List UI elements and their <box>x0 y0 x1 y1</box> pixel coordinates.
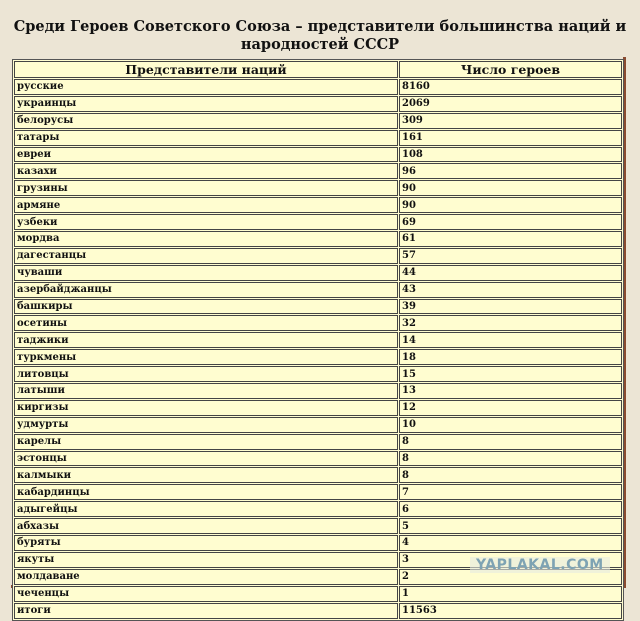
nation-cell: чуваши <box>14 265 398 281</box>
count-cell: 96 <box>399 163 622 179</box>
table-row <box>14 130 622 146</box>
table-row <box>14 265 622 281</box>
count-cell: 8160 <box>399 79 622 95</box>
count-cell: 1 <box>399 586 622 602</box>
table-row <box>14 248 622 264</box>
nation-cell: калмыки <box>14 467 398 483</box>
table-row <box>14 163 622 179</box>
count-cell: 14 <box>399 332 622 348</box>
nation-cell: адыгейцы <box>14 501 398 517</box>
count-cell: 90 <box>399 180 622 196</box>
count-cell: 4 <box>399 535 622 551</box>
nation-cell: якуты <box>14 552 398 568</box>
nation-cell: удмурты <box>14 417 398 433</box>
table-row <box>14 417 622 433</box>
table-row <box>14 518 622 534</box>
count-cell: 8 <box>399 467 622 483</box>
nation-cell: буряты <box>14 535 398 551</box>
nation-cell: туркмены <box>14 349 398 365</box>
nation-cell: киргизы <box>14 400 398 416</box>
count-cell: 108 <box>399 147 622 163</box>
count-cell: 2069 <box>399 96 622 112</box>
count-cell: 161 <box>399 130 622 146</box>
count-cell: 5 <box>399 518 622 534</box>
nation-cell: башкиры <box>14 299 398 315</box>
nation-cell: чеченцы <box>14 586 398 602</box>
count-cell: 90 <box>399 197 622 213</box>
nation-cell: узбеки <box>14 214 398 230</box>
count-cell: 8 <box>399 451 622 467</box>
table-row <box>14 180 622 196</box>
table-row <box>14 147 622 163</box>
table-row <box>14 96 622 112</box>
header-count: Число героев <box>399 61 622 78</box>
table-row <box>14 282 622 298</box>
count-cell: 32 <box>399 315 622 331</box>
nation-cell: грузины <box>14 180 398 196</box>
nation-cell: евреи <box>14 147 398 163</box>
table-row <box>14 197 622 213</box>
nation-cell: эстонцы <box>14 451 398 467</box>
count-cell: 61 <box>399 231 622 247</box>
table-row <box>14 332 622 348</box>
nation-cell: казахи <box>14 163 398 179</box>
nation-cell: белорусы <box>14 113 398 129</box>
count-cell: 44 <box>399 265 622 281</box>
table-row <box>14 113 622 129</box>
heroes-table <box>12 59 624 621</box>
nation-cell: украинцы <box>14 96 398 112</box>
total-row <box>14 603 622 619</box>
nation-cell: дагестанцы <box>14 248 398 264</box>
table-row <box>14 434 622 450</box>
table-row <box>14 484 622 500</box>
table-row <box>14 501 622 517</box>
count-cell: 43 <box>399 282 622 298</box>
nation-cell: армяне <box>14 197 398 213</box>
table-row <box>14 231 622 247</box>
count-cell: 3 <box>399 552 622 568</box>
count-cell: 309 <box>399 113 622 129</box>
count-cell: 57 <box>399 248 622 264</box>
table-row <box>14 214 622 230</box>
nation-cell: мордва <box>14 231 398 247</box>
count-cell: 69 <box>399 214 622 230</box>
table-row <box>14 451 622 467</box>
nation-cell: осетины <box>14 315 398 331</box>
count-cell: 13 <box>399 383 622 399</box>
nation-cell: татары <box>14 130 398 146</box>
table-row <box>14 535 622 551</box>
table-row <box>14 467 622 483</box>
table-row <box>14 349 622 365</box>
nation-cell: таджики <box>14 332 398 348</box>
count-cell: 18 <box>399 349 622 365</box>
table-row <box>14 400 622 416</box>
count-cell: 10 <box>399 417 622 433</box>
nation-cell: литовцы <box>14 366 398 382</box>
header-nation: Представители наций <box>14 61 398 78</box>
table-header-row <box>14 61 622 78</box>
nation-cell: молдаване <box>14 569 398 585</box>
count-cell: 12 <box>399 400 622 416</box>
count-cell: 6 <box>399 501 622 517</box>
table-row <box>14 299 622 315</box>
nation-cell: русские <box>14 79 398 95</box>
nation-cell: азербайджанцы <box>14 282 398 298</box>
nation-cell: итоги <box>14 603 398 619</box>
table-row <box>14 383 622 399</box>
nation-cell: кабардинцы <box>14 484 398 500</box>
count-cell: 15 <box>399 366 622 382</box>
count-cell: 8 <box>399 434 622 450</box>
nation-cell: абхазы <box>14 518 398 534</box>
table-row <box>14 79 622 95</box>
table-row <box>14 315 622 331</box>
count-cell: 11563 <box>399 603 622 619</box>
nation-cell: карелы <box>14 434 398 450</box>
count-cell: 2 <box>399 569 622 585</box>
count-cell: 39 <box>399 299 622 315</box>
watermark: YAPLAKAL.COM <box>470 557 610 573</box>
page-title: Среди Героев Советского Союза – представители большинства наций и народностей СССР <box>13 18 627 53</box>
count-cell: 7 <box>399 484 622 500</box>
table-row <box>14 366 622 382</box>
nation-cell: латыши <box>14 383 398 399</box>
